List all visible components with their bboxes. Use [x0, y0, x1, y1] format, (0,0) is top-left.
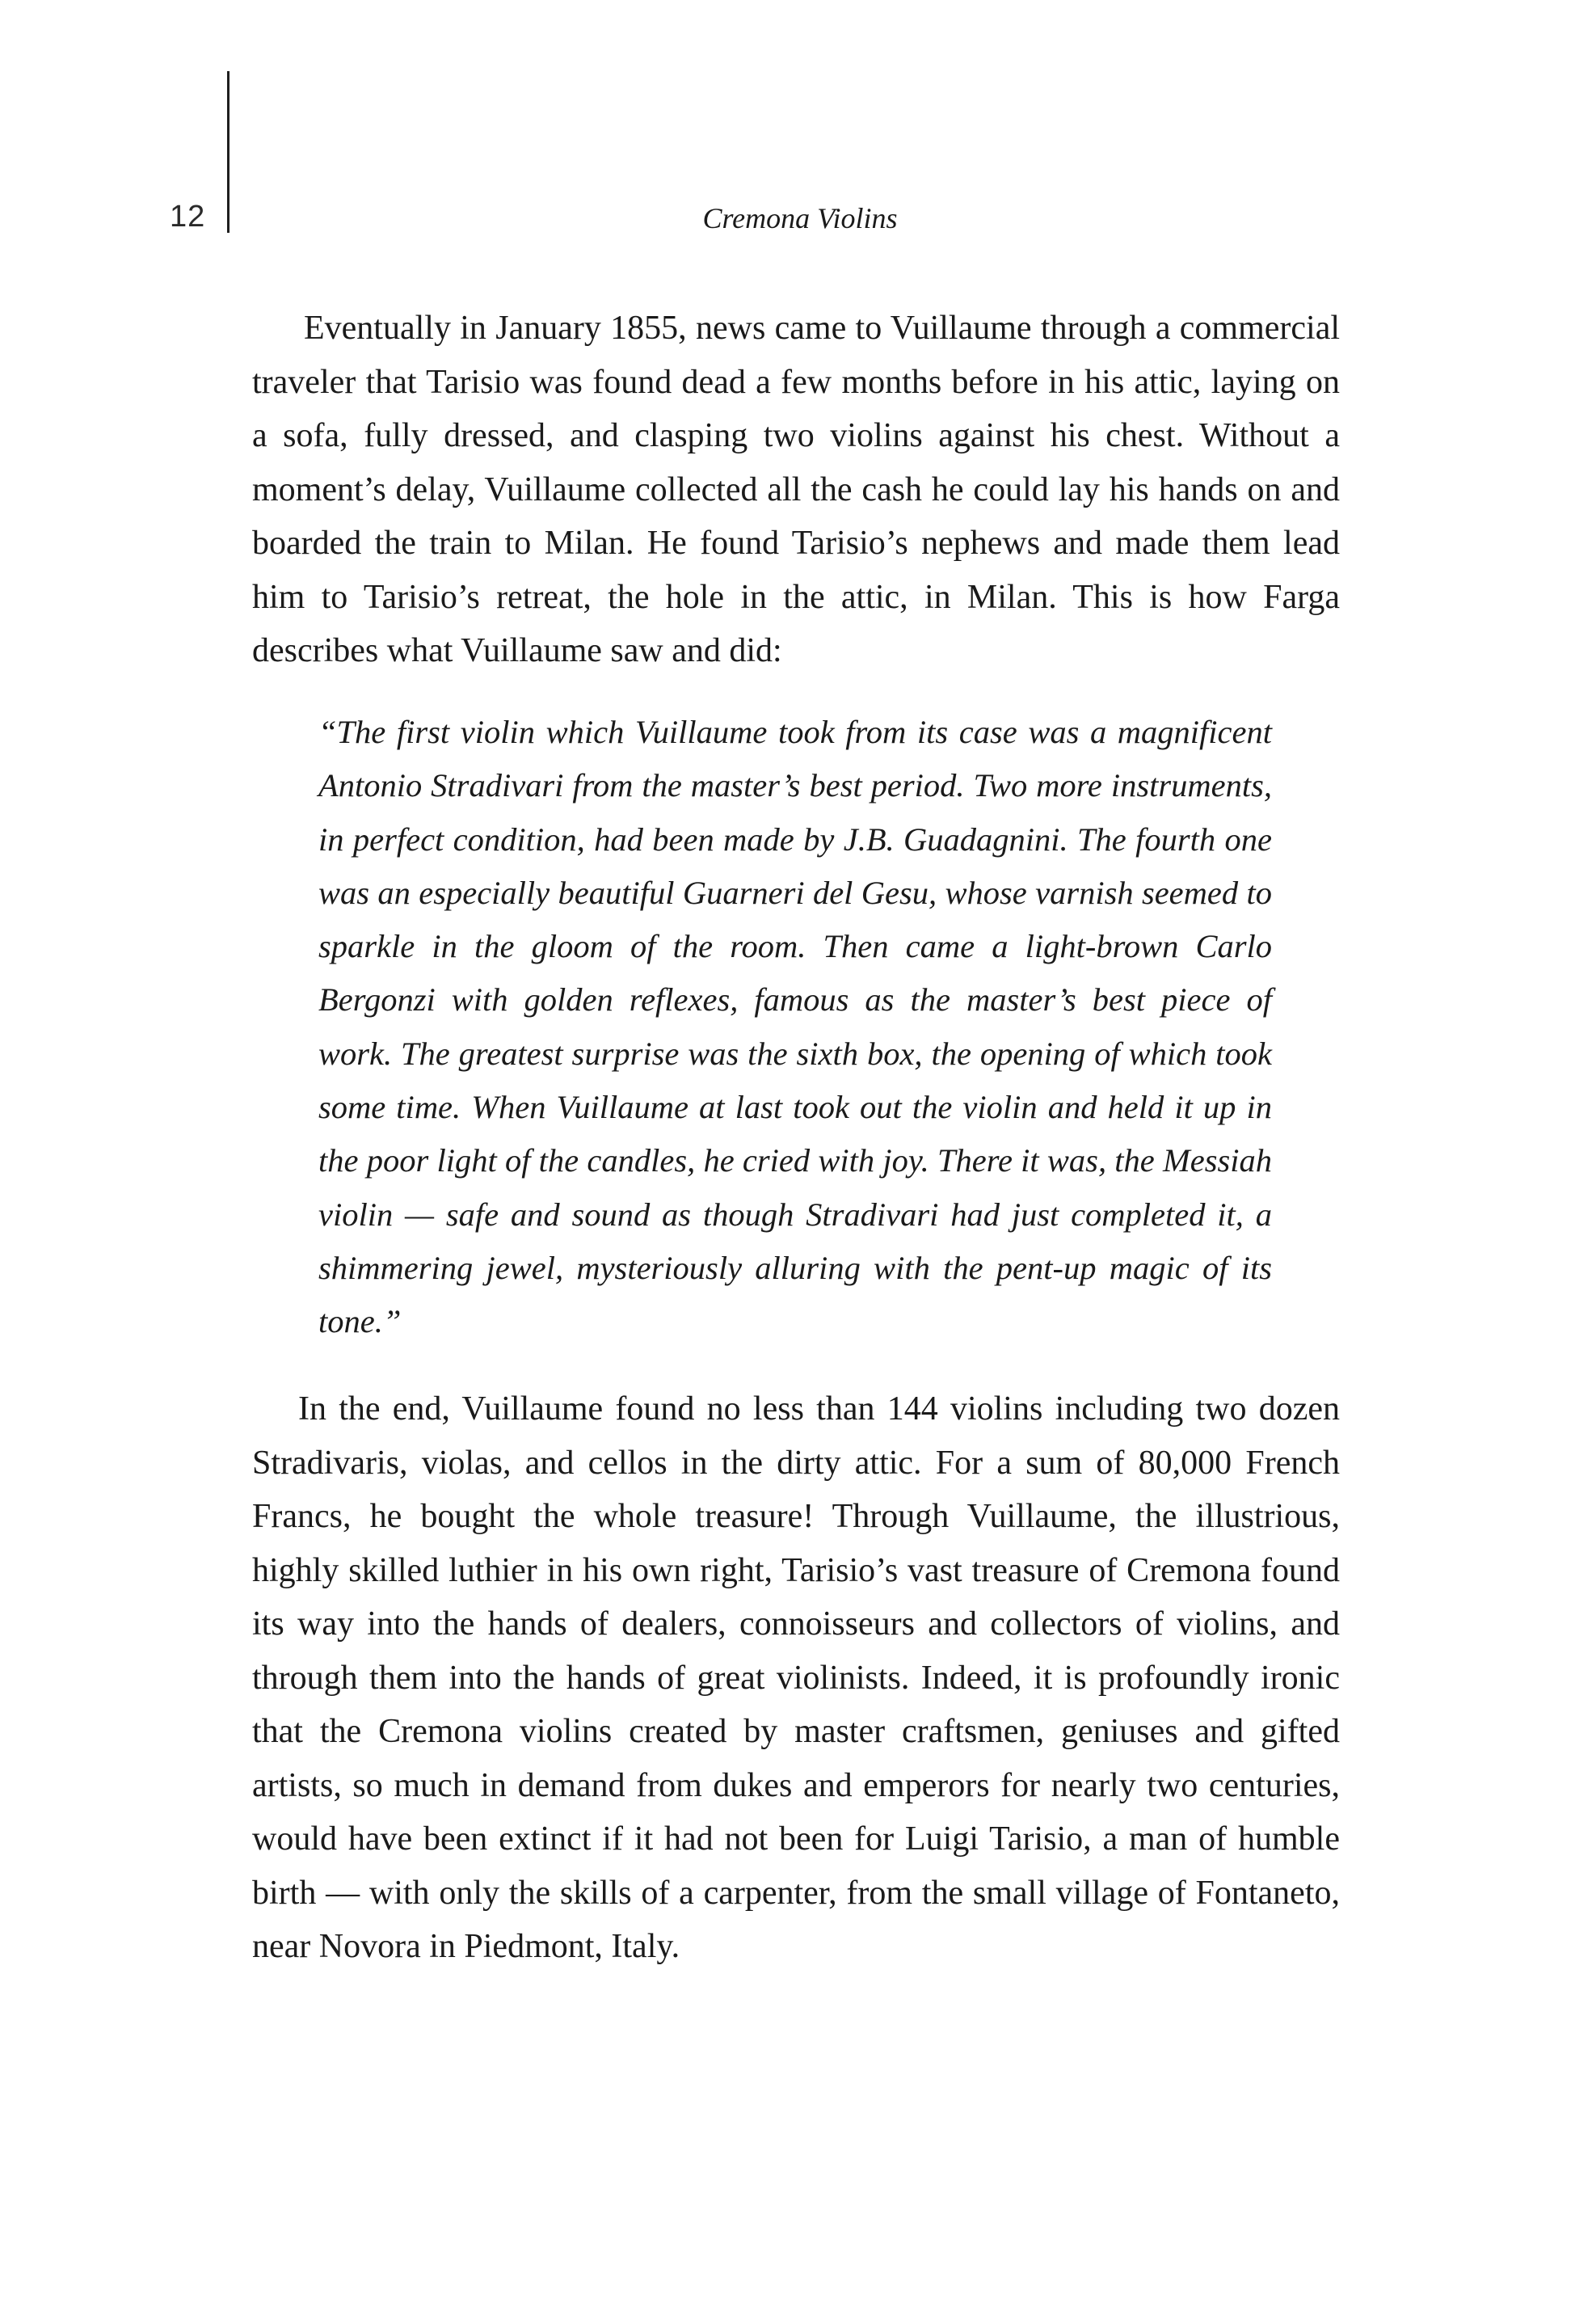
running-title: Cremona Violins — [702, 202, 898, 234]
page-number: 12 — [170, 200, 206, 234]
body-paragraph: In the end, Vuillaume found no less than 144 violins including two dozen Stradivaris, violas, and cellos in the dirty attic. For a sum of 80,000 French Francs, he bought the whole treasure! Through Vuillaume, the illustrious, highly skilled luthier in his own right, Tarisio’s vast treasure of Cremona found its way into the hands of dealers, connoisseurs and collectors of violins, and through them into the hands of great violinists. Indeed, it is profoundly ironic that the Cremona violins created by master craftsmen, geniuses and gifted artists, so much in demand from dukes and emperors for nearly two centuries, would have been extinct if it had not been for Luigi Tarisio, a man of humble birth — with only the skills of a carpenter, from the small village of Fontaneto, near Novora in Piedmont, Italy. — [252, 1390, 1340, 1965]
block-quote: “The first violin which Vuillaume took from its case was a magnificent Antonio Stradivari from the master’s best period. Two more instruments, in perfect condition, had been made by J.B. Guadagnini. The fourth one was an especially beautiful Guarneri del Gesu, whose varnish seemed to sparkle in the gloom of the room. Then came a light-brown Carlo Bergonzi with golden reflexes, famous as the master’s best piece of work. The greatest surprise was the sixth box, the opening of which took some time. When Vuillaume at last took out the violin and held it up in the poor light of the candles, he cried with joy. There it was, the Messiah violin — safe and sound as though Stradivari had just completed it, a shimmering jewel, mysteriously alluring with the pent-up magic of its tone.” — [318, 714, 1272, 1340]
header-divider-rule — [227, 71, 230, 233]
body-paragraph: Eventually in January 1855, news came to Vuillaume through a commercial traveler that Tarisio was found dead a few months before in his attic, laying on a sofa, fully dressed, and clasping two violins against his chest. Without a moment’s delay, Vuillaume collected all the cash he could lay his hands on and boarded the train to Milan. He found Tarisio’s nephews and made them lead him to Tarisio’s retreat, the hole in the attic, in Milan. This is how Farga describes what Vuillaume saw and did: — [252, 310, 1340, 669]
